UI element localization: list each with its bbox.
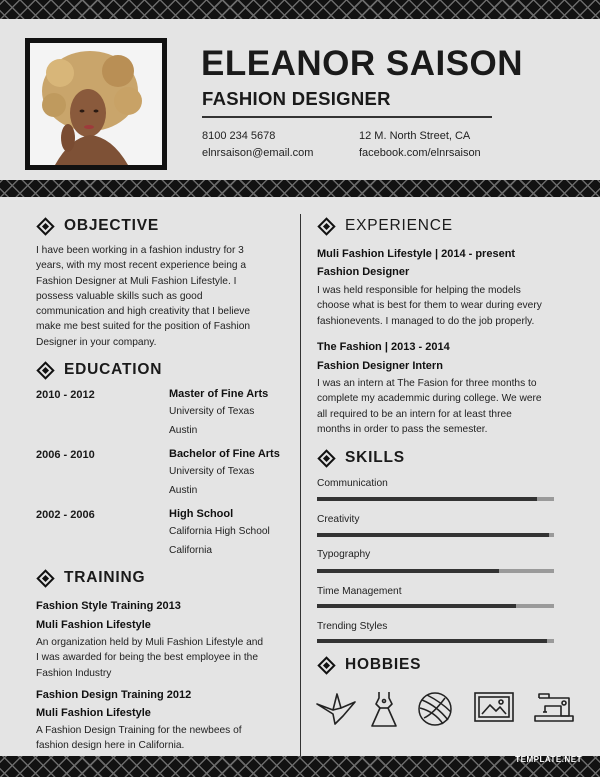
skill-name: Time Management <box>317 586 402 597</box>
training-line: A Fashion Design Training for the newbees of <box>36 725 242 736</box>
experience-heading <box>317 217 453 235</box>
dress-icon <box>368 690 400 733</box>
school-location: Austin <box>169 424 198 436</box>
experience-line: fashionevents. I managed to do the job properly. <box>317 315 535 327</box>
skill-bar-fill <box>317 639 547 643</box>
education-entry <box>169 385 268 440</box>
experience-description <box>317 376 577 437</box>
objective-line: I have been working in a fashion industry for 3 <box>36 245 244 256</box>
objective-line: make me best suited for the position of Fashion <box>36 321 251 333</box>
skill-bar <box>317 604 554 608</box>
objective-text <box>36 243 291 350</box>
training-org: Muli Fashion Lifestyle <box>36 707 151 719</box>
training-heading <box>36 569 145 587</box>
training-description <box>36 635 296 681</box>
objective-line: possess valuable skills such as good <box>36 290 203 302</box>
experience-role: Fashion Designer Intern <box>317 360 443 372</box>
skill-name: Trending Styles <box>317 621 388 632</box>
title-underline <box>202 116 492 118</box>
school-location: Austin <box>169 484 198 496</box>
training-org: Muli Fashion Lifestyle <box>36 619 151 631</box>
candidate-name: ELEANOR SAISON <box>201 44 524 83</box>
diamond-bullet-icon <box>36 217 54 235</box>
experience-line: choose what is best for them to wear during every <box>317 300 542 312</box>
skill-bar-fill <box>317 569 499 573</box>
skill-bar <box>317 533 554 537</box>
experience-line: I was an intern at The Fasion for three months to <box>317 378 537 389</box>
education-heading-label: EDUCATION <box>64 361 163 378</box>
education-years: 2002 - 2006 <box>36 509 95 521</box>
phone-number: 8100 234 5678 <box>202 130 276 142</box>
school-name: University of Texas <box>169 466 255 478</box>
skill-bar <box>317 569 554 573</box>
experience-line: I was held responsible for helping the models <box>317 285 521 296</box>
skill-bar <box>317 497 554 501</box>
training-heading-label: TRAINING <box>64 569 146 586</box>
top-pattern-band <box>0 0 600 19</box>
training-line: Fashion Industry <box>36 667 112 679</box>
experience-line: all required to be an intern for at least three <box>317 408 512 420</box>
yarn-ball-icon <box>415 690 455 733</box>
email-address: elnrsaison@email.com <box>202 147 314 159</box>
degree-name: High School <box>169 508 234 520</box>
training-line: I was awarded for being the best employee in the <box>36 652 258 664</box>
training-description <box>36 723 296 754</box>
sewing-machine-icon <box>533 690 575 729</box>
painting-icon <box>473 690 515 729</box>
training-line: fashion design here in California. <box>36 740 185 752</box>
objective-heading <box>36 217 159 235</box>
skill-bar-fill <box>317 497 537 501</box>
watermark-text: TEMPLATE.NET <box>515 755 582 764</box>
education-entry <box>169 505 270 560</box>
diamond-bullet-icon <box>317 656 335 674</box>
portrait-image <box>30 43 162 165</box>
school-name: California High School <box>169 526 270 538</box>
school-name: University of Texas <box>169 406 255 418</box>
experience-heading-label: EXPERIENCE <box>345 217 453 234</box>
education-heading <box>36 361 162 379</box>
middle-pattern-band <box>0 180 600 197</box>
skills-heading <box>317 449 405 467</box>
objective-heading-label: OBJECTIVE <box>64 217 160 234</box>
experience-description <box>317 283 572 329</box>
street-address: 12 M. North Street, CA <box>359 130 471 142</box>
diamond-bullet-icon <box>317 217 335 235</box>
hobbies-heading <box>317 656 421 674</box>
education-years: 2006 - 2010 <box>36 449 95 461</box>
social-link: facebook.com/elnrsaison <box>359 147 481 159</box>
skill-bar-fill <box>317 533 549 537</box>
experience-line: months in order to pass the semester. <box>317 423 488 435</box>
objective-line: years, with my most recent experience being a <box>36 260 247 272</box>
degree-name: Bachelor of Fine Arts <box>169 448 280 460</box>
skill-bar-fill <box>317 604 516 608</box>
skill-name: Communication <box>317 478 388 489</box>
skill-name: Creativity <box>317 514 360 525</box>
skill-bar <box>317 639 554 643</box>
skill-name: Typography <box>317 549 371 560</box>
job-title: FASHION DESIGNER <box>202 88 391 109</box>
hobbies-heading-label: HOBBIES <box>345 656 422 673</box>
education-entry <box>169 445 280 500</box>
diamond-bullet-icon <box>36 361 54 379</box>
column-divider <box>300 214 301 756</box>
objective-line: Designer in your company. <box>36 336 157 348</box>
profile-photo <box>25 38 167 170</box>
experience-role: Fashion Designer <box>317 266 410 278</box>
degree-name: Master of Fine Arts <box>169 388 269 400</box>
training-title: Fashion Style Training 2013 <box>36 600 181 612</box>
training-line: An organization held by Muli Fashion Lifestyle and <box>36 637 264 648</box>
objective-line: Fashion Designer at Muli Fashion Lifestyle. I <box>36 275 237 287</box>
skills-heading-label: SKILLS <box>345 449 405 466</box>
education-years: 2010 - 2012 <box>36 389 95 401</box>
objective-line: communication and high creativity that I believe <box>36 306 251 318</box>
school-location: California <box>169 544 213 556</box>
bottom-pattern-band <box>0 756 600 777</box>
experience-company: Muli Fashion Lifestyle | 2014 - present <box>317 248 516 260</box>
origami-bird-icon <box>315 690 357 731</box>
training-title: Fashion Design Training 2012 <box>36 689 192 701</box>
diamond-bullet-icon <box>317 449 335 467</box>
diamond-bullet-icon <box>36 569 54 587</box>
experience-line: complete my academmic during college. We were <box>317 393 542 405</box>
experience-company: The Fashion | 2013 - 2014 <box>317 341 450 353</box>
